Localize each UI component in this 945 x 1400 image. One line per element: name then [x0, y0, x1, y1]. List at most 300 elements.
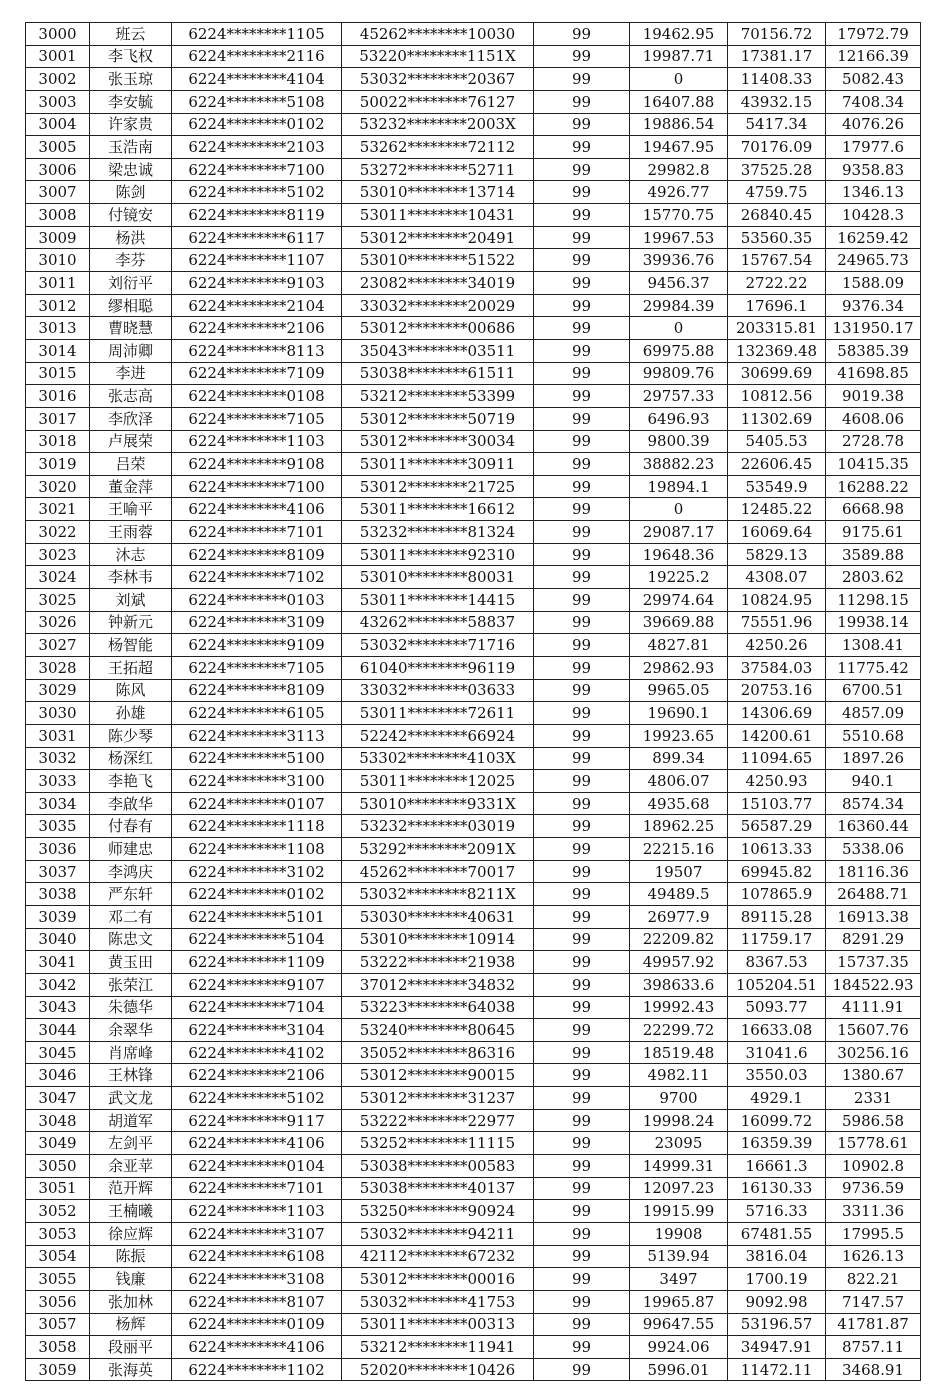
row-number-cell: 3023 [26, 543, 90, 566]
amount-1-cell: 19992.43 [630, 996, 728, 1019]
card-number-cell: 6224********8119 [172, 204, 342, 227]
amount-2-cell: 89115.28 [728, 905, 826, 928]
code-cell: 99 [534, 996, 630, 1019]
amount-1-cell: 26977.9 [630, 905, 728, 928]
table-row [26, 1222, 921, 1245]
name-cell: 张海英 [90, 1358, 172, 1381]
name-cell: 陈风 [90, 679, 172, 702]
code-cell: 99 [534, 521, 630, 544]
amount-1-cell: 29862.93 [630, 656, 728, 679]
table-row [26, 702, 921, 725]
name-cell: 陈剑 [90, 181, 172, 204]
amount-1-cell: 5996.01 [630, 1358, 728, 1381]
code-cell: 99 [534, 770, 630, 793]
document-table-sheet [25, 22, 920, 1381]
code-cell: 99 [534, 724, 630, 747]
amount-2-cell: 34947.91 [728, 1336, 826, 1359]
name-cell: 余翠华 [90, 1019, 172, 1042]
card-number-cell: 6224********3104 [172, 1019, 342, 1042]
id-number-cell: 53223********64038 [342, 996, 534, 1019]
amount-2-cell: 107865.9 [728, 883, 826, 906]
card-number-cell: 6224********7109 [172, 362, 342, 385]
amount-2-cell: 15767.54 [728, 249, 826, 272]
code-cell: 99 [534, 702, 630, 725]
amount-3-cell: 4857.09 [826, 702, 921, 725]
table-row [26, 566, 921, 589]
name-cell: 刘斌 [90, 589, 172, 612]
amount-2-cell: 70176.09 [728, 136, 826, 159]
amount-2-cell: 31041.6 [728, 1041, 826, 1064]
name-cell: 班云 [90, 23, 172, 46]
table-row [26, 905, 921, 928]
card-number-cell: 6224********1107 [172, 249, 342, 272]
row-number-cell: 3035 [26, 815, 90, 838]
name-cell: 孙雄 [90, 702, 172, 725]
table-row [26, 1177, 921, 1200]
code-cell: 99 [534, 475, 630, 498]
row-number-cell: 3012 [26, 294, 90, 317]
id-number-cell: 53032********71716 [342, 634, 534, 657]
card-number-cell: 6224********0103 [172, 589, 342, 612]
id-number-cell: 53032********8211X [342, 883, 534, 906]
table-row [26, 1064, 921, 1087]
card-number-cell: 6224********3102 [172, 860, 342, 883]
id-number-cell: 23082********34019 [342, 272, 534, 295]
table-row [26, 928, 921, 951]
amount-1-cell: 39936.76 [630, 249, 728, 272]
code-cell: 99 [534, 589, 630, 612]
amount-3-cell: 10415.35 [826, 453, 921, 476]
amount-2-cell: 5716.33 [728, 1200, 826, 1223]
amount-1-cell: 19507 [630, 860, 728, 883]
table-row [26, 339, 921, 362]
row-number-cell: 3001 [26, 45, 90, 68]
amount-1-cell: 22215.16 [630, 838, 728, 861]
id-number-cell: 53032********94211 [342, 1222, 534, 1245]
amount-2-cell: 10613.33 [728, 838, 826, 861]
amount-2-cell: 75551.96 [728, 611, 826, 634]
name-cell: 沐志 [90, 543, 172, 566]
card-number-cell: 6224********5104 [172, 928, 342, 951]
amount-3-cell: 4076.26 [826, 113, 921, 136]
table-row [26, 1290, 921, 1313]
row-number-cell: 3039 [26, 905, 90, 928]
table-row [26, 747, 921, 770]
card-number-cell: 6224********9109 [172, 634, 342, 657]
row-number-cell: 3058 [26, 1336, 90, 1359]
row-number-cell: 3043 [26, 996, 90, 1019]
id-number-cell: 53011********72611 [342, 702, 534, 725]
id-number-cell: 50022********76127 [342, 90, 534, 113]
amount-3-cell: 3589.88 [826, 543, 921, 566]
amount-3-cell: 15778.61 [826, 1132, 921, 1155]
amount-1-cell: 99809.76 [630, 362, 728, 385]
table-row [26, 589, 921, 612]
amount-2-cell: 4759.75 [728, 181, 826, 204]
card-number-cell: 6224********3108 [172, 1268, 342, 1291]
amount-3-cell: 8291.29 [826, 928, 921, 951]
card-number-cell: 6224********3109 [172, 611, 342, 634]
card-number-cell: 6224********9108 [172, 453, 342, 476]
amount-3-cell: 10902.8 [826, 1155, 921, 1178]
amount-1-cell: 0 [630, 317, 728, 340]
card-number-cell: 6224********2116 [172, 45, 342, 68]
name-cell: 陈忠文 [90, 928, 172, 951]
amount-2-cell: 9092.98 [728, 1290, 826, 1313]
name-cell: 李啟华 [90, 792, 172, 815]
amount-1-cell: 4982.11 [630, 1064, 728, 1087]
amount-1-cell: 19648.36 [630, 543, 728, 566]
amount-1-cell: 3497 [630, 1268, 728, 1291]
table-row [26, 1336, 921, 1359]
amount-2-cell: 15103.77 [728, 792, 826, 815]
name-cell: 黄玉田 [90, 951, 172, 974]
id-number-cell: 53011********12025 [342, 770, 534, 793]
amount-1-cell: 22299.72 [630, 1019, 728, 1042]
table-row [26, 656, 921, 679]
card-number-cell: 6224********3100 [172, 770, 342, 793]
amount-3-cell: 131950.17 [826, 317, 921, 340]
amount-2-cell: 53560.35 [728, 226, 826, 249]
card-number-cell: 6224********5102 [172, 181, 342, 204]
card-number-cell: 6224********4102 [172, 1041, 342, 1064]
amount-1-cell: 4926.77 [630, 181, 728, 204]
row-number-cell: 3028 [26, 656, 90, 679]
code-cell: 99 [534, 249, 630, 272]
row-number-cell: 3048 [26, 1109, 90, 1132]
name-cell: 李鸿庆 [90, 860, 172, 883]
table-row [26, 1109, 921, 1132]
amount-1-cell: 23095 [630, 1132, 728, 1155]
name-cell: 范开辉 [90, 1177, 172, 1200]
amount-2-cell: 11302.69 [728, 407, 826, 430]
id-number-cell: 53012********21725 [342, 475, 534, 498]
table-row [26, 385, 921, 408]
amount-2-cell: 5829.13 [728, 543, 826, 566]
amount-1-cell: 19462.95 [630, 23, 728, 46]
card-number-cell: 6224********5101 [172, 905, 342, 928]
amount-1-cell: 29984.39 [630, 294, 728, 317]
row-number-cell: 3011 [26, 272, 90, 295]
amount-3-cell: 5986.58 [826, 1109, 921, 1132]
row-number-cell: 3059 [26, 1358, 90, 1381]
card-number-cell: 6224********9117 [172, 1109, 342, 1132]
name-cell: 杨深红 [90, 747, 172, 770]
id-number-cell: 53012********20491 [342, 226, 534, 249]
amount-1-cell: 9456.37 [630, 272, 728, 295]
table-row [26, 272, 921, 295]
table-row [26, 453, 921, 476]
code-cell: 99 [534, 136, 630, 159]
table-row [26, 973, 921, 996]
row-number-cell: 3040 [26, 928, 90, 951]
name-cell: 缪相聪 [90, 294, 172, 317]
row-number-cell: 3029 [26, 679, 90, 702]
card-number-cell: 6224********7104 [172, 996, 342, 1019]
name-cell: 王楠曦 [90, 1200, 172, 1223]
card-number-cell: 6224********4104 [172, 68, 342, 91]
code-cell: 99 [534, 45, 630, 68]
amount-1-cell: 29982.8 [630, 158, 728, 181]
name-cell: 邓二有 [90, 905, 172, 928]
amount-2-cell: 37584.03 [728, 656, 826, 679]
amount-3-cell: 6700.51 [826, 679, 921, 702]
amount-1-cell: 19225.2 [630, 566, 728, 589]
row-number-cell: 3041 [26, 951, 90, 974]
code-cell: 99 [534, 679, 630, 702]
name-cell: 张荣江 [90, 973, 172, 996]
row-number-cell: 3033 [26, 770, 90, 793]
code-cell: 99 [534, 883, 630, 906]
row-number-cell: 3056 [26, 1290, 90, 1313]
name-cell: 张玉琼 [90, 68, 172, 91]
code-cell: 99 [534, 181, 630, 204]
name-cell: 李艳飞 [90, 770, 172, 793]
code-cell: 99 [534, 1222, 630, 1245]
row-number-cell: 3003 [26, 90, 90, 113]
row-number-cell: 3051 [26, 1177, 90, 1200]
amount-1-cell: 14999.31 [630, 1155, 728, 1178]
id-number-cell: 45262********70017 [342, 860, 534, 883]
table-row [26, 1155, 921, 1178]
code-cell: 99 [534, 1245, 630, 1268]
id-number-cell: 53232********03019 [342, 815, 534, 838]
amount-3-cell: 940.1 [826, 770, 921, 793]
amount-3-cell: 19938.14 [826, 611, 921, 634]
amount-2-cell: 10824.95 [728, 589, 826, 612]
amount-2-cell: 1700.19 [728, 1268, 826, 1291]
amount-1-cell: 49489.5 [630, 883, 728, 906]
card-number-cell: 6224********1103 [172, 430, 342, 453]
card-number-cell: 6224********8109 [172, 679, 342, 702]
amount-3-cell: 184522.93 [826, 973, 921, 996]
name-cell: 杨辉 [90, 1313, 172, 1336]
amount-3-cell: 6668.98 [826, 498, 921, 521]
card-number-cell: 6224********2103 [172, 136, 342, 159]
name-cell: 陈振 [90, 1245, 172, 1268]
row-number-cell: 3002 [26, 68, 90, 91]
table-row [26, 1019, 921, 1042]
id-number-cell: 53212********11941 [342, 1336, 534, 1359]
row-number-cell: 3026 [26, 611, 90, 634]
amount-1-cell: 398633.6 [630, 973, 728, 996]
table-row [26, 317, 921, 340]
card-number-cell: 6224********3113 [172, 724, 342, 747]
code-cell: 99 [534, 1041, 630, 1064]
name-cell: 李进 [90, 362, 172, 385]
card-number-cell: 6224********2104 [172, 294, 342, 317]
row-number-cell: 3013 [26, 317, 90, 340]
id-number-cell: 53010********10914 [342, 928, 534, 951]
amount-1-cell: 19923.65 [630, 724, 728, 747]
id-number-cell: 33032********03633 [342, 679, 534, 702]
card-number-cell: 6224********0107 [172, 792, 342, 815]
code-cell: 99 [534, 68, 630, 91]
amount-3-cell: 9175.61 [826, 521, 921, 544]
name-cell: 王拓超 [90, 656, 172, 679]
amount-1-cell: 899.34 [630, 747, 728, 770]
amount-2-cell: 16130.33 [728, 1177, 826, 1200]
code-cell: 99 [534, 1019, 630, 1042]
code-cell: 99 [534, 453, 630, 476]
amount-2-cell: 14306.69 [728, 702, 826, 725]
amount-3-cell: 3311.36 [826, 1200, 921, 1223]
amount-2-cell: 8367.53 [728, 951, 826, 974]
name-cell: 胡道军 [90, 1109, 172, 1132]
id-number-cell: 53232********81324 [342, 521, 534, 544]
card-number-cell: 6224********7101 [172, 521, 342, 544]
code-cell: 99 [534, 928, 630, 951]
amount-1-cell: 29974.64 [630, 589, 728, 612]
name-cell: 曹晓慧 [90, 317, 172, 340]
amount-2-cell: 11408.33 [728, 68, 826, 91]
code-cell: 99 [534, 634, 630, 657]
name-cell: 李芬 [90, 249, 172, 272]
amount-2-cell: 11759.17 [728, 928, 826, 951]
card-number-cell: 6224********0108 [172, 385, 342, 408]
card-number-cell: 6224********3107 [172, 1222, 342, 1245]
amount-3-cell: 10428.3 [826, 204, 921, 227]
table-row [26, 724, 921, 747]
id-number-cell: 53012********31237 [342, 1087, 534, 1110]
id-number-cell: 53030********40631 [342, 905, 534, 928]
name-cell: 王林锋 [90, 1064, 172, 1087]
code-cell: 99 [534, 1358, 630, 1381]
name-cell: 刘衍平 [90, 272, 172, 295]
card-number-cell: 6224********2106 [172, 317, 342, 340]
row-number-cell: 3045 [26, 1041, 90, 1064]
amount-1-cell: 69975.88 [630, 339, 728, 362]
amount-3-cell: 18116.36 [826, 860, 921, 883]
table-row [26, 543, 921, 566]
id-number-cell: 52242********66924 [342, 724, 534, 747]
amount-3-cell: 16360.44 [826, 815, 921, 838]
row-number-cell: 3042 [26, 973, 90, 996]
amount-3-cell: 1626.13 [826, 1245, 921, 1268]
amount-2-cell: 12485.22 [728, 498, 826, 521]
amount-2-cell: 30699.69 [728, 362, 826, 385]
id-number-cell: 53220********1151X [342, 45, 534, 68]
amount-3-cell: 1588.09 [826, 272, 921, 295]
name-cell: 李飞权 [90, 45, 172, 68]
code-cell: 99 [534, 385, 630, 408]
table-row [26, 1268, 921, 1291]
card-number-cell: 6224********4106 [172, 498, 342, 521]
row-number-cell: 3049 [26, 1132, 90, 1155]
amount-1-cell: 19690.1 [630, 702, 728, 725]
row-number-cell: 3052 [26, 1200, 90, 1223]
row-number-cell: 3034 [26, 792, 90, 815]
id-number-cell: 53010********9331X [342, 792, 534, 815]
row-number-cell: 3044 [26, 1019, 90, 1042]
amount-1-cell: 49957.92 [630, 951, 728, 974]
code-cell: 99 [534, 1087, 630, 1110]
code-cell: 99 [534, 90, 630, 113]
id-number-cell: 53222********21938 [342, 951, 534, 974]
table-row [26, 45, 921, 68]
amount-1-cell: 38882.23 [630, 453, 728, 476]
id-number-cell: 53302********4103X [342, 747, 534, 770]
row-number-cell: 3054 [26, 1245, 90, 1268]
code-cell: 99 [534, 294, 630, 317]
table-row [26, 23, 921, 46]
row-number-cell: 3007 [26, 181, 90, 204]
row-number-cell: 3008 [26, 204, 90, 227]
id-number-cell: 53011********16612 [342, 498, 534, 521]
card-number-cell: 6224********1103 [172, 1200, 342, 1223]
amount-2-cell: 14200.61 [728, 724, 826, 747]
name-cell: 王雨蓉 [90, 521, 172, 544]
code-cell: 99 [534, 498, 630, 521]
row-number-cell: 3031 [26, 724, 90, 747]
card-number-cell: 6224********5108 [172, 90, 342, 113]
amount-1-cell: 19965.87 [630, 1290, 728, 1313]
amount-2-cell: 56587.29 [728, 815, 826, 838]
id-number-cell: 53010********51522 [342, 249, 534, 272]
table-row [26, 1313, 921, 1336]
amount-3-cell: 16288.22 [826, 475, 921, 498]
amount-3-cell: 41781.87 [826, 1313, 921, 1336]
amount-1-cell: 9800.39 [630, 430, 728, 453]
amount-3-cell: 24965.73 [826, 249, 921, 272]
table-row [26, 1358, 921, 1381]
card-number-cell: 6224********4106 [172, 1336, 342, 1359]
code-cell: 99 [534, 1132, 630, 1155]
id-number-cell: 53262********72112 [342, 136, 534, 159]
amount-2-cell: 17696.1 [728, 294, 826, 317]
amount-3-cell: 9358.83 [826, 158, 921, 181]
id-number-cell: 53038********61511 [342, 362, 534, 385]
table-row [26, 1041, 921, 1064]
amount-3-cell: 7147.57 [826, 1290, 921, 1313]
amount-1-cell: 18519.48 [630, 1041, 728, 1064]
table-row [26, 407, 921, 430]
amount-1-cell: 19987.71 [630, 45, 728, 68]
code-cell: 99 [534, 951, 630, 974]
amount-3-cell: 17977.6 [826, 136, 921, 159]
table-row [26, 679, 921, 702]
name-cell: 卢展荣 [90, 430, 172, 453]
name-cell: 李欣泽 [90, 407, 172, 430]
id-number-cell: 53011********00313 [342, 1313, 534, 1336]
card-number-cell: 6224********5100 [172, 747, 342, 770]
table-row [26, 521, 921, 544]
code-cell: 99 [534, 23, 630, 46]
table-row [26, 1200, 921, 1223]
row-number-cell: 3027 [26, 634, 90, 657]
name-cell: 王喻平 [90, 498, 172, 521]
amount-2-cell: 16633.08 [728, 1019, 826, 1042]
id-number-cell: 37012********34832 [342, 973, 534, 996]
name-cell: 付春有 [90, 815, 172, 838]
amount-1-cell: 4935.68 [630, 792, 728, 815]
id-number-cell: 53250********90924 [342, 1200, 534, 1223]
name-cell: 武文龙 [90, 1087, 172, 1110]
card-number-cell: 6224********6108 [172, 1245, 342, 1268]
card-number-cell: 6224********9107 [172, 973, 342, 996]
table-row [26, 136, 921, 159]
amount-3-cell: 3468.91 [826, 1358, 921, 1381]
name-cell: 李安毓 [90, 90, 172, 113]
name-cell: 李林韦 [90, 566, 172, 589]
amount-1-cell: 6496.93 [630, 407, 728, 430]
amount-1-cell: 18962.25 [630, 815, 728, 838]
name-cell: 张加林 [90, 1290, 172, 1313]
name-cell: 肖席峰 [90, 1041, 172, 1064]
card-number-cell: 6224********7100 [172, 475, 342, 498]
amount-3-cell: 12166.39 [826, 45, 921, 68]
row-number-cell: 3019 [26, 453, 90, 476]
